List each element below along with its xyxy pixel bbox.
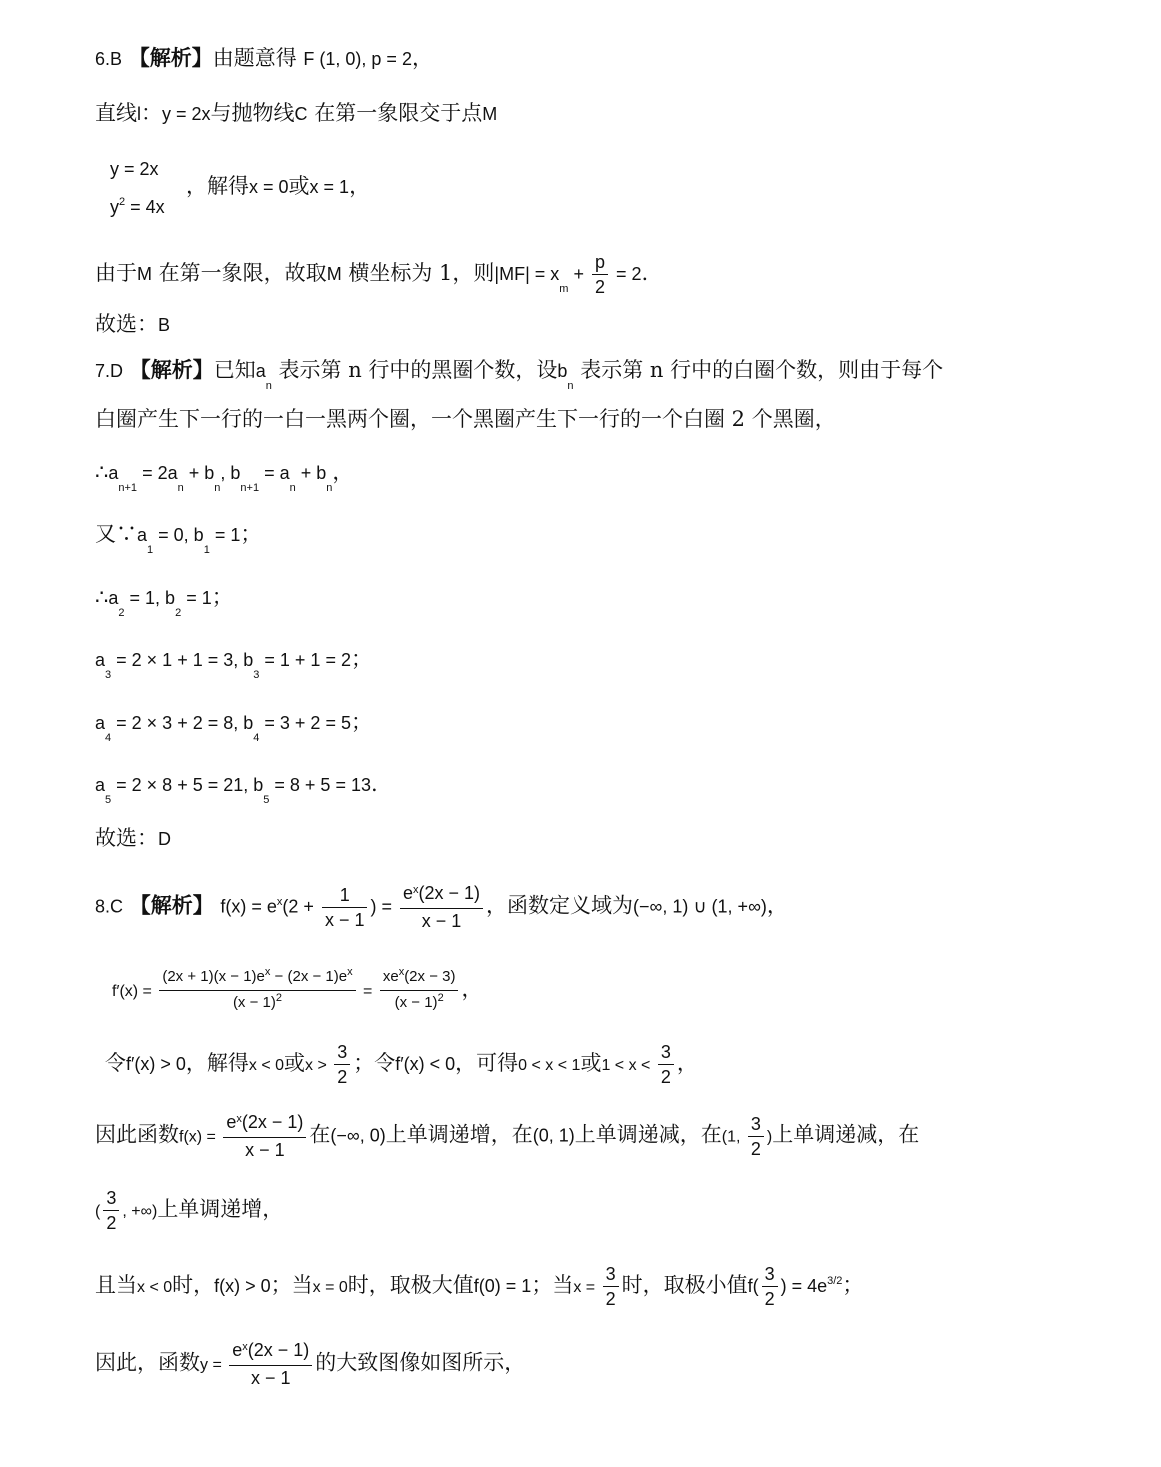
text: e	[226, 1112, 237, 1132]
text: +	[568, 264, 589, 284]
punct: ，	[676, 1051, 698, 1075]
q8-extrema	[95, 1262, 863, 1311]
text: x = 0	[312, 1279, 348, 1296]
text: 时，	[172, 1273, 215, 1297]
var-m: M	[482, 104, 498, 124]
var: b	[557, 361, 568, 381]
denominator: 2	[603, 1286, 619, 1311]
subscript: 5	[263, 794, 270, 806]
q7-line-2	[95, 405, 836, 433]
text: 在	[309, 1122, 331, 1147]
numerator: 3	[764, 1264, 775, 1284]
q8-monotonicity	[95, 1110, 919, 1162]
text: 白圈产生下一行的一白一黑两个圈，一个黑圈产生下一行的一个白圈 2 个黑圈，	[95, 407, 836, 431]
text: x < 0	[137, 1279, 173, 1296]
text: = 1	[209, 525, 241, 545]
text: 或	[288, 174, 310, 198]
denominator: 2	[592, 274, 608, 299]
subscript: n+1	[118, 482, 138, 494]
fraction	[159, 965, 355, 1016]
text: 或	[580, 1051, 602, 1075]
subscript: m	[559, 283, 569, 295]
text: f(0) = 1	[473, 1276, 532, 1296]
text: = 0, b	[153, 525, 204, 545]
text: ) =	[370, 896, 397, 917]
text: 故选：	[95, 312, 158, 336]
numerator: 1	[339, 884, 350, 905]
text: 上单调递增，	[157, 1197, 284, 1221]
text: =	[358, 983, 377, 1000]
text: 或	[284, 1051, 306, 1075]
q7-answer	[95, 824, 171, 853]
text: = 2 × 1 + 1 = 3,	[111, 650, 244, 670]
q7-number: 7.D	[95, 361, 124, 381]
text: f(x) > 0	[214, 1276, 271, 1296]
fraction	[223, 1110, 306, 1162]
var-l: l	[137, 104, 141, 124]
punct: ；	[842, 1273, 864, 1297]
fraction	[658, 1040, 674, 1089]
denominator: x − 1	[229, 1365, 312, 1390]
q8-graph-intro	[95, 1338, 525, 1390]
q8-derivative	[112, 965, 482, 1016]
q7-step-5	[95, 770, 378, 806]
punct: ；	[211, 585, 233, 609]
superscript: x	[347, 966, 353, 978]
q6-line-2	[95, 99, 497, 128]
numerator	[159, 965, 355, 990]
text: 因此函数	[95, 1122, 179, 1147]
text: e	[402, 883, 413, 903]
text: 时，取极小值	[621, 1273, 748, 1297]
text: (2x − 1)	[247, 1340, 310, 1360]
punct: ，	[461, 977, 483, 1001]
text: 故选：	[95, 826, 158, 850]
fraction	[603, 1262, 619, 1311]
var: a	[95, 713, 106, 733]
q7-header-line	[95, 356, 944, 392]
q6-answer	[95, 310, 170, 339]
text: ，解得	[185, 1051, 249, 1075]
text: = 2a	[137, 463, 178, 483]
interval: (0, 1)	[532, 1125, 575, 1146]
domain: (−∞, 1) ∪ (1, +∞)	[633, 896, 767, 917]
equation: y = 2x	[162, 104, 211, 124]
text: = 1	[181, 588, 212, 608]
q8-monotonicity-2	[95, 1186, 283, 1235]
punct: ，	[766, 893, 788, 918]
text: f′(x) =	[112, 983, 157, 1000]
denominator: 2	[748, 1136, 764, 1161]
q8-sign-analysis	[105, 1040, 698, 1089]
subscript: n	[326, 482, 333, 494]
text: e	[232, 1340, 243, 1360]
q8-analysis-tag: 【解析】	[129, 892, 214, 918]
text: 且当	[95, 1273, 137, 1297]
numerator	[223, 1110, 306, 1137]
subscript: 1	[147, 544, 154, 556]
punct: ；	[350, 710, 372, 734]
text: , b	[220, 463, 241, 483]
text: ，可得	[455, 1051, 519, 1075]
fraction	[380, 965, 459, 1016]
denominator	[380, 990, 459, 1016]
text: (2x − 1)	[241, 1112, 304, 1132]
q6-text: 由题意得	[212, 46, 297, 70]
superscript: x	[398, 966, 405, 978]
text: xe	[382, 968, 399, 985]
var: M	[326, 264, 342, 284]
answer-letter: B	[158, 315, 171, 335]
fraction	[334, 1040, 350, 1089]
denominator: x − 1	[322, 907, 368, 932]
text: + b	[183, 463, 215, 483]
var: a	[95, 650, 106, 670]
text: x =	[573, 1279, 600, 1296]
superscript: 2	[119, 196, 126, 208]
text: 上单调递减，在	[772, 1122, 920, 1147]
text: 时，取极大值	[347, 1273, 474, 1297]
text: , +∞)	[122, 1203, 158, 1220]
superscript: 2	[275, 992, 282, 1004]
punct: .	[370, 772, 378, 796]
text: 在第一象限，故取	[152, 261, 327, 285]
punct: .	[641, 261, 649, 285]
punct: ，	[411, 46, 433, 70]
therefore-symbol: ∴	[95, 460, 109, 484]
text: ：	[141, 101, 162, 125]
punct: ，	[332, 460, 354, 484]
fraction	[103, 1186, 119, 1235]
q6-line-4	[95, 250, 648, 299]
subscript: n+1	[240, 482, 260, 494]
subscript: 5	[105, 794, 112, 806]
denominator: 2	[762, 1286, 778, 1311]
denominator: 2	[334, 1064, 350, 1089]
text: 与抛物线	[210, 101, 295, 125]
text: = 1, b	[124, 588, 176, 608]
superscript: x	[413, 884, 419, 896]
numerator: 3	[337, 1042, 348, 1062]
subscript: 4	[253, 732, 260, 744]
punct: ；	[350, 647, 372, 671]
denominator: 2	[103, 1210, 119, 1235]
fraction	[748, 1112, 764, 1161]
numerator	[380, 965, 459, 990]
denominator: x − 1	[223, 1137, 306, 1162]
text: y	[110, 197, 119, 217]
abs-mf: |MF|	[494, 264, 530, 284]
text: 表示第 n 行中的黑圈个数，设	[271, 358, 558, 382]
interval: (−∞, 0)	[330, 1125, 386, 1146]
text: (x − 1)	[232, 994, 276, 1011]
q6-analysis-tag: 【解析】	[128, 45, 213, 70]
text: f(x) =	[179, 1128, 221, 1146]
q6-header-line	[95, 44, 433, 73]
q7-step-2	[95, 583, 233, 619]
subscript: n	[177, 482, 184, 494]
q6-number: 6.B	[95, 49, 123, 69]
answer-letter: D	[158, 829, 171, 849]
q8-header-line	[95, 881, 788, 933]
numerator: 3	[660, 1042, 671, 1062]
text: (x − 1)	[394, 994, 438, 1011]
text: = 2 × 8 + 5 = 21, b	[111, 775, 264, 795]
var: a	[108, 588, 119, 608]
numerator	[229, 1338, 312, 1365]
superscript: 2	[437, 992, 444, 1004]
denominator: 2	[658, 1064, 674, 1089]
text: (1,	[721, 1128, 745, 1146]
subscript: 2	[118, 607, 125, 619]
q6-focus: F (1, 0), p = 2	[303, 49, 412, 69]
solution-2: x = 1	[309, 177, 350, 197]
numerator: 3	[106, 1188, 117, 1208]
text: 上单调递增，在	[385, 1122, 533, 1147]
text: f(	[747, 1276, 759, 1296]
var: a	[108, 463, 119, 483]
system-eq-1: y = 2x	[110, 159, 159, 179]
text: = 2	[610, 264, 642, 284]
equation-system	[110, 150, 165, 229]
q7-analysis-tag: 【解析】	[129, 357, 214, 382]
var: M	[137, 264, 152, 284]
text: 已知	[213, 358, 256, 382]
q7-step-4	[95, 708, 372, 744]
text: 直线	[95, 101, 137, 125]
denominator	[159, 990, 355, 1016]
text: ，解得	[186, 174, 249, 198]
since-text: 又∵	[95, 522, 137, 546]
text: = a	[259, 463, 290, 483]
text: f′(x) > 0	[126, 1054, 186, 1074]
text: 横坐标为 1，则	[341, 261, 495, 285]
subscript: 1	[203, 544, 210, 556]
subscript: n	[214, 482, 221, 494]
q7-step-3	[95, 645, 372, 681]
superscript: x	[236, 1113, 242, 1125]
system-eq-2	[110, 188, 165, 229]
superscript: x	[242, 1341, 248, 1353]
numerator: p	[594, 252, 605, 272]
subscript: 2	[175, 607, 182, 619]
fraction	[400, 881, 483, 933]
var: a	[137, 525, 148, 545]
var: a	[255, 361, 266, 381]
text: ；令	[353, 1051, 396, 1075]
q8-number: 8.C	[95, 896, 124, 917]
text: (2 +	[282, 896, 319, 917]
text: = x	[529, 264, 560, 284]
solution-1: x = 0	[249, 177, 289, 197]
numerator	[400, 881, 483, 908]
text: ，函数定义域为	[486, 893, 634, 918]
text: − (2x − 1)e	[270, 968, 348, 985]
text: (	[95, 1203, 101, 1220]
q7-initial	[95, 520, 262, 556]
text: = 2 × 3 + 2 = 8, b	[111, 713, 254, 733]
denominator: x − 1	[400, 908, 483, 933]
var-c: C	[294, 104, 308, 124]
q7-recurrence	[95, 458, 354, 494]
text: x >	[305, 1057, 332, 1074]
fraction-p-over-2	[592, 250, 608, 299]
subscript: n	[265, 380, 272, 392]
text: 0 < x < 1	[518, 1057, 581, 1074]
text: 表示第 n 行中的白圈个数，则由于每个	[573, 358, 944, 382]
text: 在第一象限交于点	[307, 101, 483, 125]
text: (2x − 3)	[404, 968, 456, 985]
text: 的大致图像如图所示，	[315, 1350, 526, 1375]
text: = 1 + 1 = 2	[259, 650, 351, 670]
numerator: 3	[605, 1264, 616, 1284]
subscript: 3	[253, 669, 260, 681]
var: a	[95, 775, 106, 795]
text: f(x) = e	[220, 896, 277, 917]
fraction	[322, 883, 368, 932]
fraction	[229, 1338, 312, 1390]
text: 因此，函数	[95, 1350, 200, 1375]
text: 令	[105, 1051, 126, 1075]
text: ；当	[531, 1273, 574, 1297]
text: (2x + 1)(x − 1)e	[162, 968, 265, 985]
text: x < 0	[248, 1057, 285, 1074]
text: (2x − 1)	[418, 883, 481, 903]
text: ；当	[270, 1273, 313, 1297]
text: ) = 4e	[780, 1276, 828, 1296]
text: f′(x) < 0	[395, 1054, 456, 1074]
text: = 4x	[125, 197, 165, 217]
var: b	[243, 650, 254, 670]
text: 1 < x <	[601, 1057, 655, 1074]
text: = 3 + 2 = 5	[259, 713, 351, 733]
text: 上单调递减，在	[574, 1122, 722, 1147]
punct: ，	[349, 174, 371, 198]
subscript: 4	[105, 732, 112, 744]
text: + b	[295, 463, 327, 483]
numerator: 3	[750, 1113, 761, 1134]
text: )	[766, 1128, 773, 1146]
superscript: 3/2	[827, 1275, 843, 1287]
subscript: 3	[105, 669, 112, 681]
therefore-symbol: ∴	[95, 585, 109, 609]
subscript: n	[567, 380, 574, 392]
text: y =	[200, 1356, 227, 1374]
superscript: x	[276, 895, 283, 908]
text: 由于	[95, 261, 137, 285]
punct: ；	[240, 522, 262, 546]
q6-line-3	[186, 172, 370, 201]
text: = 8 + 5 = 13	[269, 775, 371, 795]
superscript: x	[264, 966, 271, 978]
fraction	[762, 1262, 778, 1311]
subscript: n	[289, 482, 296, 494]
